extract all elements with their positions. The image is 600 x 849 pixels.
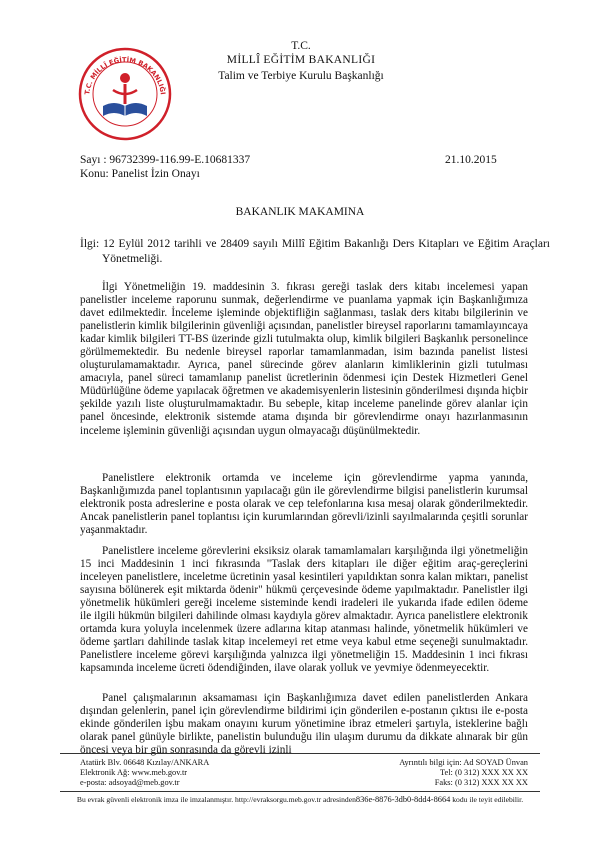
footer-web: Elektronik Ağ: www.meb.gov.tr — [80, 768, 188, 777]
footer-tel: Tel: (0 312) XXX XX XX — [439, 768, 528, 777]
reference: İlgi: 12 Eylül 2012 tarihli ve 28409 sayılı Millî Eğitim Bakanlığı Ders Kitapları ve Eğitim Araçları Yönetmeliği. — [80, 238, 550, 265]
footer-address: Atatürk Blv. 06648 Kızılay/ANKARA — [80, 758, 210, 767]
ministry-logo — [75, 42, 175, 142]
footer-email: e-posta: adsoyad@meb.gov.tr — [80, 778, 180, 787]
header-tc: T.C. — [291, 40, 311, 52]
paragraph-1: İlgi Yönetmeliğin 19. maddesinin 3. fıkrası gereği taslak ders kitabı incelemesi yapan panelistler inceleme raporunu sunmak, değerlendirme ve puanlama yapmak için Başkanlığımıza davet edilmektedir. İnceleme işleminde objektifliğin sağlanması, taslak ders kitabı bilgilerinin ve panelistlerin kimlik bilgilerinin güvenliği açısından, panelistler bireysel raporlarını tamamlayıncaya kadar kimlik bilgileri TT-BS üzerinde gizli tutulmakta olup, kimlik bilgileri Başkanlık personelince görülmemektedir. Bu nedenle bireysel raporlar tamamlanmadan, isim bazında panelist listesi oluşturulamamaktadır. Ayrıca, panel sürecinde görev alanların kimliklerinin gizli tutulması amacıyla, panel süreci tamamlanıp panelist ücretlerinin ödenmesi için Destek Hizmetleri Genel Müdürlüğüne ödeme yapılacak öğretmen ve akademisyenlerin listesinin gönderilmesi dışında hiçbir şekilde yazılı liste oluşturulmamaktadır. Bu sebeple, kitap inceleme panelinde görev alanlar için panel öncesinde, elektronik sistemde atama dışında bir görevlendirme onayı hazırlanmasının inceleme işleminin güvenliği açısından uygun olmayacağı düşünülmektedir. — [80, 281, 528, 437]
document-date: 21.10.2015 — [445, 154, 497, 166]
header-ministry: MİLLÎ EĞİTİM BAKANLIĞI — [226, 54, 376, 66]
footer-divider — [60, 753, 540, 754]
verification-suffix: kodu ile teyit edilebilir. — [450, 795, 524, 804]
recipient: BAKANLIK MAKAMINA — [235, 206, 365, 218]
footer-fax: Faks: (0 312) XXX XX XX — [434, 778, 528, 787]
paragraph-4: Panel çalışmalarının aksamaması için Başkanlığımıza davet edilen panelistlerden Ankara dışından gelenlerin, panel için görevlendirme bildirimi için gönderilen e-postanın çıktısı ile e-posta ekinde gönderilen işbu makam onayını kurum yönetimine ibraz etmeleri şartıyla, isteklerine bağlı olarak panel günüyle birlikte, panelistin bulunduğu ilin ulaşım durumu da dikkate alınarak bir gün öncesi veya bir gün sonrasında da görevli izinli — [80, 692, 528, 757]
document-subject: Konu: Panelist İzin Onayı — [80, 168, 200, 180]
verify-divider — [60, 791, 540, 792]
footer-contact-info: Ayrıntılı bilgi için: Ad SOYAD Ünvan — [399, 758, 528, 767]
paragraph-3: Panelistlere inceleme görevlerini eksiksiz olarak tamamlamaları karşılığında ilgi yönetmeliğin 15 inci Maddesinin 1 inci fıkrasında "Taslak ders kitapları ile diğer eğitim araç-gereçlerini inceleyen panelistlere, inceletme ücretinin yasal kesintileri yapıldıktan sonra kalan miktarı, panelist sayısına bölünerek eşit miktarda ödenir" hükmü çerçevesinde ödeme yapılmaktadır. Panelistler ilgi yönetmelik hükümleri gereği inceleme sisteminde kendi iradeleri ile yukarıda ifade edilen ödeme ile ilgili hükmün bilgileri dahilinde olması kaydıyla görev almaktadır. Ayrıca panelistlere elektronik ortamda kura yoluyla incelenmek üzere adlarına kitap atanması halinde, yönetmelik hükümleri ve ödeme şartları dahilinde taslak kitap incelemeyi ret etme veya kabul etme seçeneği sunulmaktadır. Panelistlere inceleme görevi karşılığında yalnızca ilgi yönetmeliğin 15. Maddesinin 1 inci fıkrası kapsamında inceleme ücreti ödendiğinden, ilave olarak yolluk ve yevmiye ödenmeyecektir. — [80, 545, 528, 675]
verification-code[interactable]: 836e-8876-3db0-8dd4-8664 — [355, 795, 451, 804]
paragraph-2: Panelistlere elektronik ortamda ve inceleme için görevlendirme yapma yanında, Başkanlığımızda panel toplantısının yapılacağı gün ile görevlendirme bilgisi panelistlerin kurumsal elektronik posta adreslerine e posta olarak ve cep telefonlarına kısa mesaj olarak gönderilmektedir. Ancak panelistlerin panel toplantısı için kurumlarından görevli/izinli sayılmalarında çeşitli sorunlar yaşanmaktadır. — [80, 472, 528, 537]
document-number: Sayı : 96732399-116.99-E.10681337 — [80, 154, 251, 166]
verification-note — [60, 795, 540, 804]
header-board: Talim ve Terbiye Kurulu Başkanlığı — [218, 70, 384, 82]
verification-text: Bu evrak güvenli elektronik imza ile imzalanmıştır. http://evraksorgu.meb.gov.tr adresinden — [76, 795, 356, 804]
svg-text:T.C. MİLLÎ EĞİTİM BAKANLIĞI: T.C. MİLLÎ EĞİTİM BAKANLIĞI — [83, 55, 167, 96]
